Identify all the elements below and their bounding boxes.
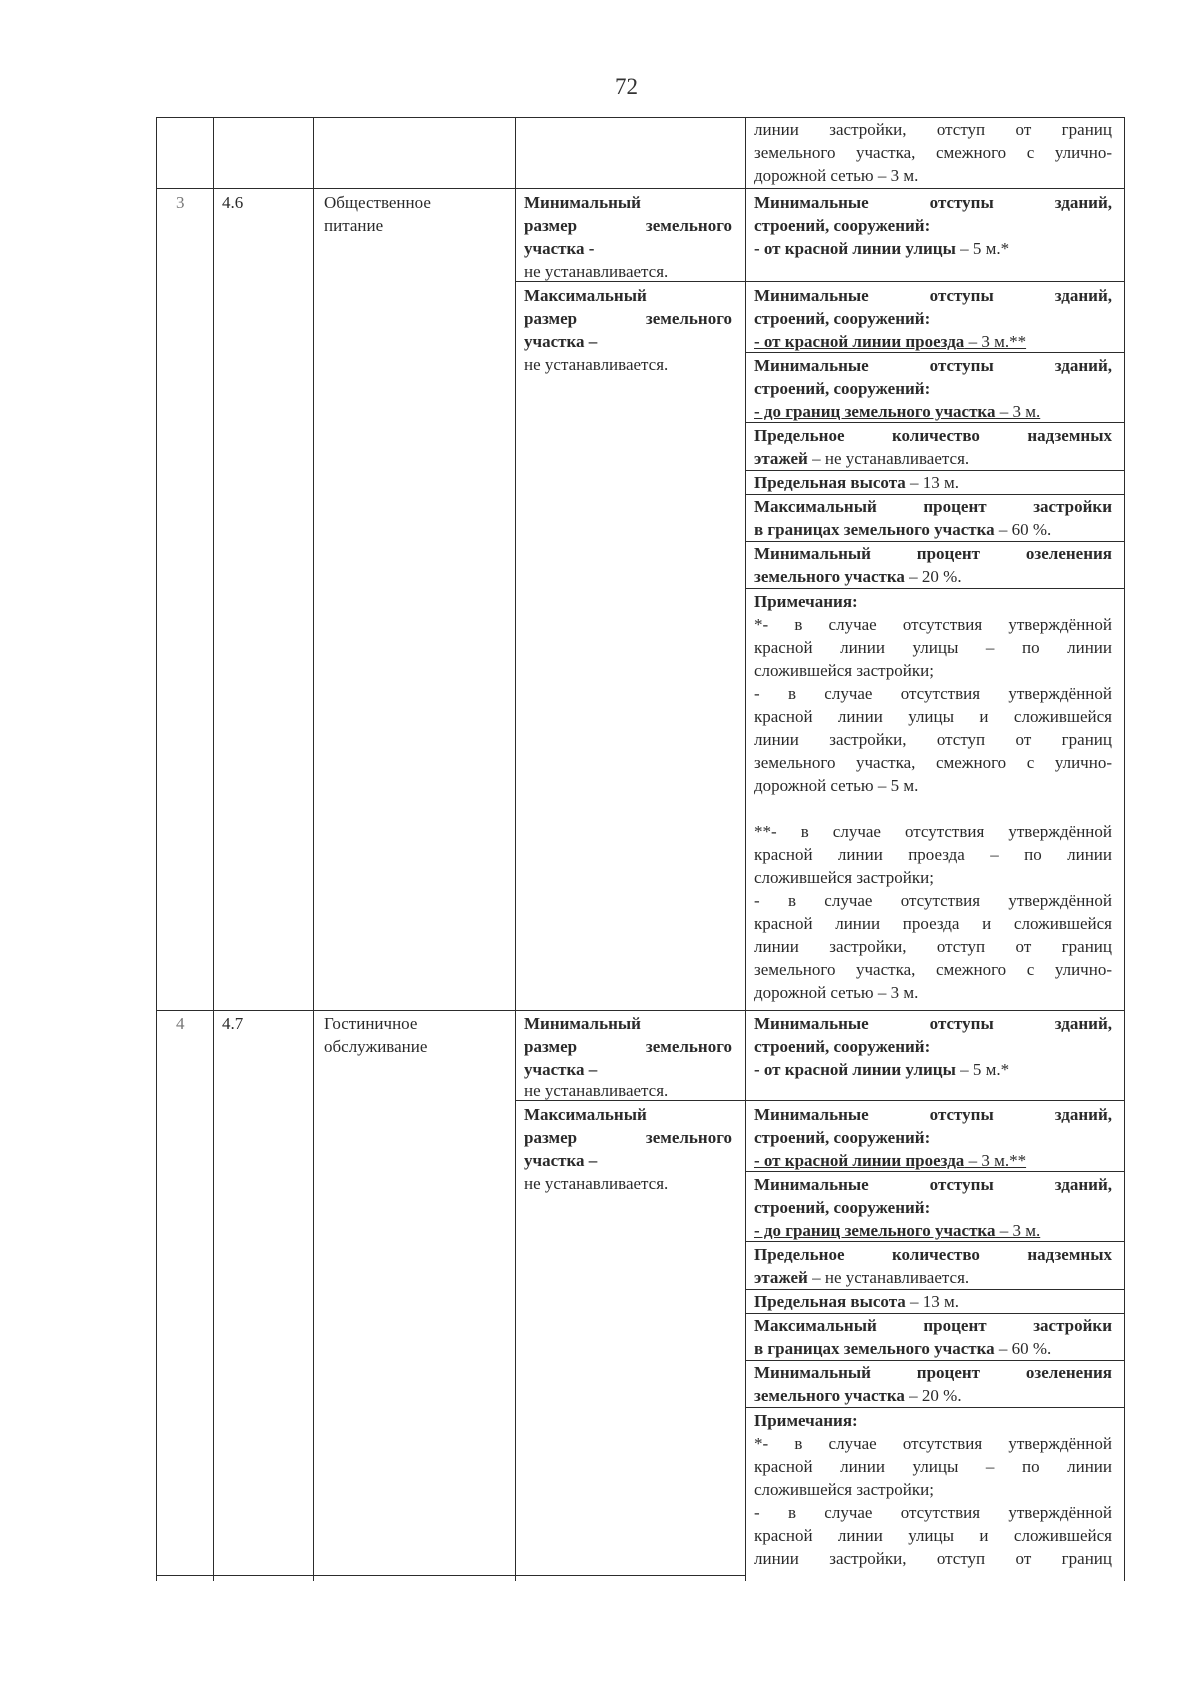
column-divider bbox=[213, 117, 214, 1581]
param-line: строений, сооружений: bbox=[754, 379, 931, 398]
note-line: - в случае отсутствия утверждённой bbox=[754, 684, 1112, 703]
param-line bbox=[754, 1337, 1112, 1360]
note-line: - в случае отсутствия утверждённой bbox=[754, 891, 1112, 910]
param-value: – 13 м. bbox=[905, 473, 960, 492]
param-line bbox=[754, 565, 1112, 588]
note-line: линии застройки, отступ от границ bbox=[754, 730, 1112, 749]
param-value: – 13 м. bbox=[905, 1292, 960, 1311]
note-line: **- в случае отсутствия утверждённой bbox=[754, 822, 1112, 841]
min-size-value: не устанавливается. bbox=[524, 1081, 669, 1100]
row-number: 4 bbox=[176, 1014, 185, 1033]
param-label: в границах земельного участка bbox=[754, 1339, 995, 1358]
note-line: дорожной сетью – 5 м. bbox=[754, 776, 919, 795]
param-label: - от красной линии улицы bbox=[754, 239, 956, 258]
param-line bbox=[754, 518, 1112, 541]
column-divider bbox=[515, 117, 516, 1581]
activity-name-line: питание bbox=[324, 216, 384, 235]
param-line: Максимальный процент застройки bbox=[754, 497, 1112, 516]
param-label: - до границ земельного участка bbox=[754, 402, 996, 421]
note-line: красной линии улицы и сложившейся bbox=[754, 1526, 1112, 1545]
note-line: сложившейся застройки; bbox=[754, 868, 934, 887]
note-line: сложившейся застройки; bbox=[754, 1480, 934, 1499]
param-value: – 3 м.** bbox=[964, 332, 1027, 351]
table-border-bottom bbox=[156, 1575, 746, 1576]
param-value: – 3 м. bbox=[995, 1221, 1041, 1240]
max-size-label: Максимальный bbox=[524, 286, 647, 305]
min-size-label: Минимальный bbox=[524, 193, 641, 212]
param-line: строений, сооружений: bbox=[754, 1128, 931, 1147]
param-label: - от красной линии улицы bbox=[754, 1060, 956, 1079]
param-line: Предельное количество надземных bbox=[754, 426, 1112, 445]
max-size-value: не устанавливается. bbox=[524, 355, 669, 374]
param-line bbox=[754, 447, 1112, 470]
note-line: - в случае отсутствия утверждённой bbox=[754, 1503, 1112, 1522]
param-line: строений, сооружений: bbox=[754, 1037, 931, 1056]
min-size-label: участка – bbox=[524, 1060, 598, 1079]
min-size-value: не устанавливается. bbox=[524, 262, 669, 281]
param-value: – 60 %. bbox=[994, 520, 1052, 539]
param-value: – не устанавливается. bbox=[807, 449, 970, 468]
param-line: Минимальные отступы зданий, bbox=[754, 356, 1112, 375]
note-line: линии застройки, отступ от границ bbox=[754, 1549, 1112, 1568]
param-label: этажей bbox=[754, 449, 808, 468]
param-line bbox=[754, 1058, 1112, 1081]
param-line bbox=[754, 1149, 1112, 1172]
note-line: *- в случае отсутствия утверждённой bbox=[754, 615, 1112, 634]
note-line: красной линии проезда – по линии bbox=[754, 845, 1112, 864]
param-line bbox=[754, 400, 1112, 423]
activity-code: 4.6 bbox=[222, 193, 244, 212]
note-line: сложившейся застройки; bbox=[754, 661, 934, 680]
height-cell bbox=[754, 471, 1112, 494]
max-size-label: размер земельного bbox=[524, 1128, 732, 1147]
param-line: Минимальные отступы зданий, bbox=[754, 1014, 1112, 1033]
max-size-label: Максимальный bbox=[524, 1105, 647, 1124]
param-value: – 20 %. bbox=[904, 567, 962, 586]
continuation-line: земельного участка, смежного с улично- bbox=[754, 143, 1112, 162]
param-line bbox=[754, 1384, 1112, 1407]
min-size-label: Минимальный bbox=[524, 1014, 641, 1033]
continuation-line: дорожной сетью – 3 м. bbox=[754, 166, 919, 185]
param-line: Минимальный процент озеленения bbox=[754, 1363, 1112, 1382]
activity-name-line: обслуживание bbox=[324, 1037, 428, 1056]
param-line: Максимальный процент застройки bbox=[754, 1316, 1112, 1335]
param-label: в границах земельного участка bbox=[754, 520, 995, 539]
continuation-line: линии застройки, отступ от границ bbox=[754, 120, 1112, 139]
note-line: красной линии улицы – по линии bbox=[754, 1457, 1112, 1476]
note-line: красной линии улицы – по линии bbox=[754, 638, 1112, 657]
column-divider bbox=[313, 117, 314, 1581]
param-label: этажей bbox=[754, 1268, 808, 1287]
param-label: земельного участка bbox=[754, 1386, 905, 1405]
param-value: – 5 м.* bbox=[955, 1060, 1010, 1079]
param-line bbox=[754, 237, 1112, 260]
param-value: – не устанавливается. bbox=[807, 1268, 970, 1287]
min-size-label: участка - bbox=[524, 239, 595, 258]
param-value: – 3 м.** bbox=[964, 1151, 1027, 1170]
param-line: Минимальные отступы зданий, bbox=[754, 1105, 1112, 1124]
param-line: строений, сооружений: bbox=[754, 216, 931, 235]
note-line: красной линии проезда и сложившейся bbox=[754, 914, 1112, 933]
param-value: – 5 м.* bbox=[955, 239, 1010, 258]
param-label: - до границ земельного участка bbox=[754, 1221, 996, 1240]
page-number: 72 bbox=[615, 74, 638, 99]
param-value: – 3 м. bbox=[995, 402, 1041, 421]
note-line: земельного участка, смежного с улично- bbox=[754, 753, 1112, 772]
table-border-left bbox=[156, 117, 157, 1581]
param-line: Минимальные отступы зданий, bbox=[754, 286, 1112, 305]
notes-title: Примечания: bbox=[754, 1411, 858, 1430]
param-line bbox=[754, 1266, 1112, 1289]
param-line: строений, сооружений: bbox=[754, 309, 931, 328]
table-border-right bbox=[1124, 117, 1125, 1581]
row-number: 3 bbox=[176, 193, 185, 212]
note-line: земельного участка, смежного с улично- bbox=[754, 960, 1112, 979]
activity-name-line: Гостиничное bbox=[324, 1014, 418, 1033]
param-label: земельного участка bbox=[754, 567, 905, 586]
max-size-label: размер земельного bbox=[524, 309, 732, 328]
param-line: Предельное количество надземных bbox=[754, 1245, 1112, 1264]
height-cell bbox=[754, 1290, 1112, 1313]
param-value: – 60 %. bbox=[994, 1339, 1052, 1358]
param-line: Минимальные отступы зданий, bbox=[754, 1175, 1112, 1194]
note-line: линии застройки, отступ от границ bbox=[754, 937, 1112, 956]
min-size-label: размер земельного bbox=[524, 216, 732, 235]
max-size-value: не устанавливается. bbox=[524, 1174, 669, 1193]
row-separator bbox=[156, 1010, 1125, 1011]
min-size-label: размер земельного bbox=[524, 1037, 732, 1056]
column-divider bbox=[745, 117, 746, 1581]
param-line: Минимальные отступы зданий, bbox=[754, 193, 1112, 212]
note-line: красной линии улицы и сложившейся bbox=[754, 707, 1112, 726]
activity-name-line: Общественное bbox=[324, 193, 431, 212]
cell-separator bbox=[745, 1407, 1125, 1408]
cell-separator bbox=[745, 588, 1125, 589]
max-size-label: участка – bbox=[524, 332, 598, 351]
activity-code: 4.7 bbox=[222, 1014, 244, 1033]
notes-title: Примечания: bbox=[754, 592, 858, 611]
max-size-label: участка – bbox=[524, 1151, 598, 1170]
param-label: - от красной линии проезда bbox=[754, 1151, 965, 1170]
param-label: - от красной линии проезда bbox=[754, 332, 965, 351]
param-line: Минимальный процент озеленения bbox=[754, 544, 1112, 563]
note-line: дорожной сетью – 3 м. bbox=[754, 983, 919, 1002]
param-label: Предельная высота bbox=[754, 1292, 906, 1311]
param-line bbox=[754, 1219, 1112, 1242]
note-line: *- в случае отсутствия утверждённой bbox=[754, 1434, 1112, 1453]
param-line bbox=[754, 330, 1112, 353]
param-label: Предельная высота bbox=[754, 473, 906, 492]
row-separator bbox=[156, 188, 1125, 189]
param-value: – 20 %. bbox=[904, 1386, 962, 1405]
param-line: строений, сооружений: bbox=[754, 1198, 931, 1217]
